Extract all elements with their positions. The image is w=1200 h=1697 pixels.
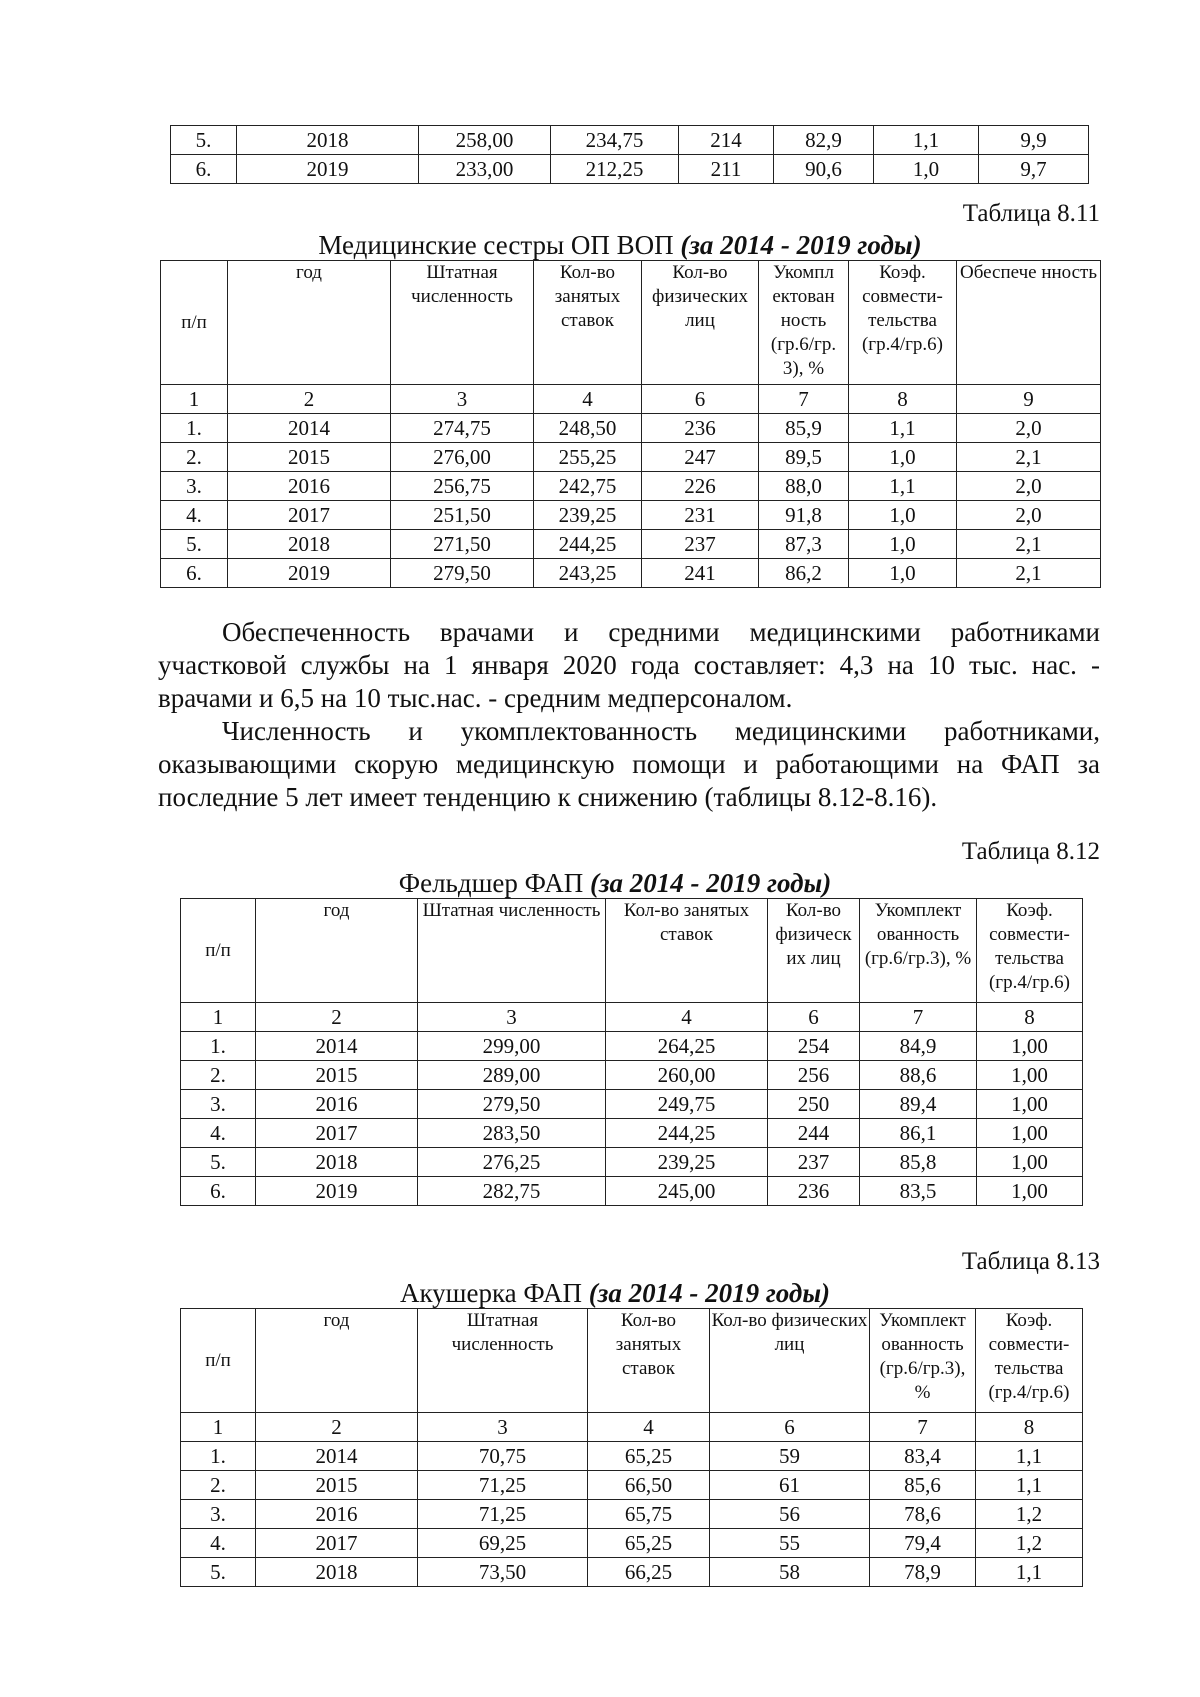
table-cell: 5. <box>181 1148 256 1177</box>
table-cell: 245,00 <box>606 1177 768 1206</box>
column-number-row <box>181 1003 1083 1032</box>
header-row <box>161 261 1101 385</box>
header-row <box>181 899 1083 1003</box>
table-cell: 4. <box>181 1119 256 1148</box>
column-number-row <box>161 385 1101 414</box>
table-row <box>161 443 1101 472</box>
table-cell: 1,1 <box>874 126 979 155</box>
table-8-11-title-plain: Медицинские сестры ОП ВОП <box>318 230 674 260</box>
table-cell: 1,00 <box>977 1061 1083 1090</box>
column-header: Укомпл ектован ность (гр.6/гр. 3), % <box>759 261 849 385</box>
table-cell: 2019 <box>237 155 419 184</box>
table-cell: 2016 <box>228 472 391 501</box>
table-8-12-title-italic: (за 2014 - 2019 годы) <box>590 868 832 898</box>
column-header: Штатная численность <box>418 1309 588 1413</box>
table-cell: 2016 <box>256 1500 418 1529</box>
paragraph-1: Обеспеченность врачами и средними медицинскими работниками участковой службы на 1 января 2020 года составляет: 4,3 на 10 тыс. нас. - врачами и 6,5 на 10 тыс.нас. - средним медперсоналом. <box>158 617 1100 713</box>
column-number: 7 <box>870 1413 976 1442</box>
table-8-11-caption: Таблица 8.11 <box>962 200 1100 227</box>
table-cell: 70,75 <box>418 1442 588 1471</box>
table-cell: 243,25 <box>534 559 642 588</box>
table-cell: 2016 <box>256 1090 418 1119</box>
column-number: 3 <box>418 1413 588 1442</box>
table-cell: 249,75 <box>606 1090 768 1119</box>
table-8-12-title-plain: Фельдшер ФАП <box>398 868 584 898</box>
table-cell: 71,25 <box>418 1471 588 1500</box>
table-8-13 <box>180 1308 1083 1587</box>
table-8-11-title-italic: (за 2014 - 2019 годы) <box>680 230 922 260</box>
table-cell: 3. <box>161 472 228 501</box>
table-row <box>181 1471 1083 1500</box>
table-cell: 6. <box>161 559 228 588</box>
table-row <box>181 1177 1083 1206</box>
table-cell: 1,2 <box>976 1529 1083 1558</box>
table-row <box>161 530 1101 559</box>
table-8-12-caption: Таблица 8.12 <box>961 838 1100 865</box>
table-cell: 56 <box>710 1500 870 1529</box>
column-header: Коэф. совмести- тельства (гр.4/гр.6) <box>849 261 957 385</box>
table-cell: 289,00 <box>418 1061 606 1090</box>
table-cell: 86,2 <box>759 559 849 588</box>
table-cell: 234,75 <box>551 126 679 155</box>
table-cell: 2,1 <box>957 559 1101 588</box>
table-cell: 78,6 <box>870 1500 976 1529</box>
table-cell: 1,1 <box>849 414 957 443</box>
table-cell: 244,25 <box>534 530 642 559</box>
column-header: Кол-во занятых ставок <box>534 261 642 385</box>
table-cell: 9,7 <box>979 155 1089 184</box>
table-cell: 91,8 <box>759 501 849 530</box>
table-cell: 1,0 <box>849 443 957 472</box>
table-cell: 89,5 <box>759 443 849 472</box>
table-row <box>181 1061 1083 1090</box>
table-cell: 1. <box>181 1442 256 1471</box>
table-cell: 79,4 <box>870 1529 976 1558</box>
table-cell: 2,0 <box>957 501 1101 530</box>
table-cell: 276,00 <box>391 443 534 472</box>
top-continuation-table <box>170 125 1089 184</box>
table-cell: 256 <box>768 1061 860 1090</box>
column-number: 2 <box>256 1413 418 1442</box>
table-cell: 2014 <box>256 1032 418 1061</box>
table-8-12-title <box>0 868 1200 899</box>
table-cell: 2,0 <box>957 414 1101 443</box>
table-cell: 241 <box>642 559 759 588</box>
table-8-11-title <box>0 230 1200 261</box>
table-cell: 2. <box>181 1061 256 1090</box>
table-8-11 <box>160 260 1101 588</box>
table-cell: 83,4 <box>870 1442 976 1471</box>
table-cell: 276,25 <box>418 1148 606 1177</box>
table-cell: 254 <box>768 1032 860 1061</box>
table-cell: 1,1 <box>976 1442 1083 1471</box>
table-cell: 274,75 <box>391 414 534 443</box>
column-number: 6 <box>710 1413 870 1442</box>
table-cell: 279,50 <box>418 1090 606 1119</box>
table-8-13-title <box>0 1278 1200 1309</box>
table-cell: 2,1 <box>957 443 1101 472</box>
column-number: 2 <box>228 385 391 414</box>
table-cell: 4. <box>161 501 228 530</box>
table-cell: 2019 <box>256 1177 418 1206</box>
table-cell: 3. <box>181 1500 256 1529</box>
column-number: 4 <box>534 385 642 414</box>
table-cell: 1,1 <box>849 472 957 501</box>
table-cell: 237 <box>642 530 759 559</box>
table-8-13-title-plain: Акушерка ФАП <box>399 1278 583 1308</box>
table-cell: 211 <box>679 155 774 184</box>
column-number-row <box>181 1413 1083 1442</box>
header-row <box>181 1309 1083 1413</box>
table-row <box>161 414 1101 443</box>
table-cell: 71,25 <box>418 1500 588 1529</box>
table-cell: 66,50 <box>588 1471 710 1500</box>
table-cell: 1,00 <box>977 1177 1083 1206</box>
table-cell: 2018 <box>256 1558 418 1587</box>
table-cell: 5. <box>161 530 228 559</box>
table-cell: 66,25 <box>588 1558 710 1587</box>
table-row <box>161 501 1101 530</box>
table-row <box>181 1529 1083 1558</box>
table-cell: 2014 <box>228 414 391 443</box>
table-cell: 260,00 <box>606 1061 768 1090</box>
table-cell: 236 <box>642 414 759 443</box>
table-cell: 1. <box>181 1032 256 1061</box>
table-cell: 2014 <box>256 1442 418 1471</box>
table-cell: 83,5 <box>860 1177 977 1206</box>
column-number: 8 <box>976 1413 1083 1442</box>
column-header: Укомплект ованность (гр.6/гр.3), % <box>870 1309 976 1413</box>
table-cell: 2018 <box>237 126 419 155</box>
table-cell: 1,1 <box>976 1471 1083 1500</box>
table-cell: 55 <box>710 1529 870 1558</box>
column-number: 8 <box>849 385 957 414</box>
table-cell: 2. <box>181 1471 256 1500</box>
table-cell: 69,25 <box>418 1529 588 1558</box>
table-cell: 258,00 <box>419 126 551 155</box>
column-header: Кол-во физическ их лиц <box>768 899 860 1003</box>
column-number: 1 <box>181 1413 256 1442</box>
table-cell: 299,00 <box>418 1032 606 1061</box>
table-cell: 65,25 <box>588 1529 710 1558</box>
table-cell: 239,25 <box>534 501 642 530</box>
column-number: 6 <box>768 1003 860 1032</box>
column-number: 1 <box>181 1003 256 1032</box>
column-header: год <box>228 261 391 385</box>
column-header: Штатная численность <box>391 261 534 385</box>
table-cell: 3. <box>181 1090 256 1119</box>
table-row <box>181 1090 1083 1119</box>
table-cell: 271,50 <box>391 530 534 559</box>
table-cell: 1,00 <box>977 1032 1083 1061</box>
table-cell: 242,75 <box>534 472 642 501</box>
table-cell: 2018 <box>228 530 391 559</box>
table-cell: 1,0 <box>849 559 957 588</box>
table-cell: 2015 <box>228 443 391 472</box>
column-header: год <box>256 1309 418 1413</box>
table-cell: 2,0 <box>957 472 1101 501</box>
body-text <box>158 616 1100 814</box>
table-cell: 1,0 <box>849 530 957 559</box>
table-cell: 1,00 <box>977 1090 1083 1119</box>
table-8-13-caption: Таблица 8.13 <box>961 1248 1100 1275</box>
table-row <box>181 1442 1083 1471</box>
table-8-13-title-italic: (за 2014 - 2019 годы) <box>588 1278 831 1308</box>
column-number: 4 <box>588 1413 710 1442</box>
table-cell: 87,3 <box>759 530 849 559</box>
table-cell: 6. <box>171 155 237 184</box>
table-cell: 247 <box>642 443 759 472</box>
column-number: 1 <box>161 385 228 414</box>
column-number: 3 <box>418 1003 606 1032</box>
table-row <box>171 126 1089 155</box>
table-cell: 226 <box>642 472 759 501</box>
table-cell: 1,0 <box>874 155 979 184</box>
table-cell: 279,50 <box>391 559 534 588</box>
table-cell: 59 <box>710 1442 870 1471</box>
table-row <box>181 1558 1083 1587</box>
table-cell: 85,9 <box>759 414 849 443</box>
table-cell: 61 <box>710 1471 870 1500</box>
table-cell: 251,50 <box>391 501 534 530</box>
table-cell: 4. <box>181 1529 256 1558</box>
table-cell: 58 <box>710 1558 870 1587</box>
table-cell: 212,25 <box>551 155 679 184</box>
column-header: Коэф. совмести- тельства (гр.4/гр.6) <box>976 1309 1083 1413</box>
table-cell: 255,25 <box>534 443 642 472</box>
table-cell: 88,0 <box>759 472 849 501</box>
column-number: 9 <box>957 385 1101 414</box>
table-row <box>161 559 1101 588</box>
table-cell: 244,25 <box>606 1119 768 1148</box>
column-header: Кол-во физических лиц <box>710 1309 870 1413</box>
table-8-12 <box>180 898 1083 1206</box>
table-cell: 2. <box>161 443 228 472</box>
table-cell: 248,50 <box>534 414 642 443</box>
table-cell: 2018 <box>256 1148 418 1177</box>
table-cell: 2015 <box>256 1471 418 1500</box>
table-cell: 6. <box>181 1177 256 1206</box>
column-number: 8 <box>977 1003 1083 1032</box>
table-cell: 65,75 <box>588 1500 710 1529</box>
table-cell: 2017 <box>256 1529 418 1558</box>
column-header: Коэф. совмести- тельства (гр.4/гр.6) <box>977 899 1083 1003</box>
column-header: Штатная численность <box>418 899 606 1003</box>
table-row <box>171 155 1089 184</box>
table-cell: 65,25 <box>588 1442 710 1471</box>
table-cell: 231 <box>642 501 759 530</box>
column-header: Укомплект ованность (гр.6/гр.3), % <box>860 899 977 1003</box>
table-row <box>181 1500 1083 1529</box>
column-header: п/п <box>161 261 228 385</box>
table-cell: 90,6 <box>774 155 874 184</box>
column-number: 6 <box>642 385 759 414</box>
paragraph-2: Численность и укомплектованность медицинскими работниками, оказывающими скорую медицинскую помощи и работающими на ФАП за последние 5 лет имеет тенденцию к снижению (таблицы 8.12-8.16). <box>158 716 1100 812</box>
table-cell: 86,1 <box>860 1119 977 1148</box>
column-number: 2 <box>256 1003 418 1032</box>
table-cell: 89,4 <box>860 1090 977 1119</box>
column-header: п/п <box>181 899 256 1003</box>
table-cell: 1,00 <box>977 1119 1083 1148</box>
column-header: п/п <box>181 1309 256 1413</box>
table-cell: 237 <box>768 1148 860 1177</box>
table-cell: 5. <box>181 1558 256 1587</box>
table-cell: 239,25 <box>606 1148 768 1177</box>
table-cell: 1,2 <box>976 1500 1083 1529</box>
column-header: Обеспече нность <box>957 261 1101 385</box>
table-cell: 85,8 <box>860 1148 977 1177</box>
table-cell: 283,50 <box>418 1119 606 1148</box>
table-cell: 2017 <box>228 501 391 530</box>
table-row <box>181 1148 1083 1177</box>
table-cell: 244 <box>768 1119 860 1148</box>
table-cell: 282,75 <box>418 1177 606 1206</box>
table-cell: 264,25 <box>606 1032 768 1061</box>
table-cell: 9,9 <box>979 126 1089 155</box>
table-cell: 1. <box>161 414 228 443</box>
table-cell: 2,1 <box>957 530 1101 559</box>
column-number: 7 <box>759 385 849 414</box>
table-cell: 250 <box>768 1090 860 1119</box>
table-cell: 214 <box>679 126 774 155</box>
column-header: Кол-во физических лиц <box>642 261 759 385</box>
table-cell: 1,00 <box>977 1148 1083 1177</box>
table-row <box>161 472 1101 501</box>
table-row <box>181 1119 1083 1148</box>
table-row <box>181 1032 1083 1061</box>
table-cell: 5. <box>171 126 237 155</box>
table-cell: 233,00 <box>419 155 551 184</box>
table-cell: 236 <box>768 1177 860 1206</box>
table-cell: 82,9 <box>774 126 874 155</box>
table-cell: 73,50 <box>418 1558 588 1587</box>
column-number: 7 <box>860 1003 977 1032</box>
table-cell: 88,6 <box>860 1061 977 1090</box>
table-cell: 256,75 <box>391 472 534 501</box>
column-header: Кол-во занятых ставок <box>606 899 768 1003</box>
column-header: Кол-во занятых ставок <box>588 1309 710 1413</box>
table-cell: 2017 <box>256 1119 418 1148</box>
table-cell: 1,0 <box>849 501 957 530</box>
table-cell: 84,9 <box>860 1032 977 1061</box>
table-cell: 2019 <box>228 559 391 588</box>
table-cell: 1,1 <box>976 1558 1083 1587</box>
column-number: 3 <box>391 385 534 414</box>
table-cell: 78,9 <box>870 1558 976 1587</box>
column-header: год <box>256 899 418 1003</box>
table-cell: 2015 <box>256 1061 418 1090</box>
column-number: 4 <box>606 1003 768 1032</box>
table-cell: 85,6 <box>870 1471 976 1500</box>
